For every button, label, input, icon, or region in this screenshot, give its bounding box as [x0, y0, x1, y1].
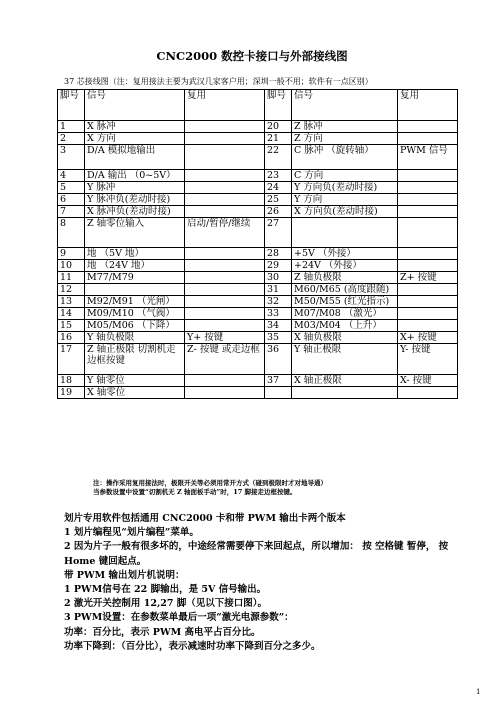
pin-number-2: 28 [265, 248, 292, 260]
table-row [58, 182, 458, 194]
table-footnote [93, 479, 327, 497]
reuse-cell [185, 133, 265, 145]
signal-cell: D/A 模拟地输出 [85, 145, 185, 170]
body-line: 带 PWM 输出划片机说明： [64, 569, 185, 581]
pin-number-2: 26 [265, 206, 292, 218]
signal-cell-2: M60/M65 (高度跟随) [292, 284, 398, 296]
pin-number: 10 [58, 260, 85, 272]
reuse-cell-2: X+ 按键 [398, 332, 458, 344]
reuse-cell [185, 121, 265, 133]
reuse-cell: 启动/暂停/继续 [185, 218, 265, 248]
pin-number: 3 [58, 145, 85, 170]
signal-cell: 地 （5V 地） [85, 248, 185, 260]
signal-cell-2 [292, 387, 398, 399]
header-pin: 脚号 [58, 90, 85, 121]
reuse-cell-2 [398, 284, 458, 296]
header-reuse: 复用 [185, 90, 265, 121]
pin-number-2: 35 [265, 332, 292, 344]
reuse-cell-2 [398, 387, 458, 399]
reuse-cell [185, 375, 265, 387]
body-line: 功率：百分比，表示 PWM 高电平占百分比。 [64, 626, 261, 638]
reuse-cell-2 [398, 206, 458, 218]
pin-number-2: 20 [265, 121, 292, 133]
signal-cell-2: M07/M08 （激光） [292, 308, 398, 320]
reuse-cell [185, 320, 265, 332]
signal-cell-2: +24V （外接） [292, 260, 398, 272]
reuse-cell [185, 182, 265, 194]
signal-cell: D/A 输出 （0~5V） [85, 170, 185, 182]
signal-cell: X 轴零位 [85, 387, 185, 399]
signal-cell: Z 轴正极限 切割机走边框按键 [85, 344, 185, 375]
signal-cell: M92/M91 （光闸） [85, 296, 185, 308]
pin-number-2 [265, 387, 292, 399]
pin-number-2: 31 [265, 284, 292, 296]
pin-number: 5 [58, 182, 85, 194]
signal-cell-2: Z 轴负极限 [292, 272, 398, 284]
signal-cell-2: Z 方向 [292, 133, 398, 145]
reuse-cell: Z- 按键 或走边框 [185, 344, 265, 375]
reuse-cell: Y+ 按键 [185, 332, 265, 344]
reuse-cell [185, 145, 265, 170]
signal-cell-2: X 方向负(差动时接) [292, 206, 398, 218]
pin-number-2: 24 [265, 182, 292, 194]
reuse-cell [185, 284, 265, 296]
pin-number-2: 22 [265, 145, 292, 170]
pin-number-2: 36 [265, 344, 292, 375]
pin-number: 9 [58, 248, 85, 260]
pin-number-2: 33 [265, 308, 292, 320]
signal-cell-2: Y 方向 [292, 194, 398, 206]
table-caption: 37 芯接线图（注：复用接法主要为武汉几家客户用；深圳一般不用；软件有一点区别） [64, 77, 373, 86]
signal-cell: X 脉冲负(差动时接) [85, 206, 185, 218]
signal-cell: M09/M10 （气阀） [85, 308, 185, 320]
pin-number-2: 32 [265, 296, 292, 308]
reuse-cell [185, 296, 265, 308]
signal-cell: X 脉冲 [85, 121, 185, 133]
pin-table [57, 89, 458, 399]
reuse-cell-2: Z+ 按键 [398, 272, 458, 284]
signal-cell-2: C 方向 [292, 170, 398, 182]
table-row [58, 260, 458, 272]
pin-number: 8 [58, 218, 85, 248]
body-text [64, 512, 456, 654]
table-row [58, 170, 458, 182]
pin-number: 16 [58, 332, 85, 344]
footnote-line: 当参数设置中设置“切割机无 Z 轴面板手动”时，17 脚接走边框按键。 [93, 488, 297, 496]
reuse-cell-2 [398, 218, 458, 248]
pin-number: 11 [58, 272, 85, 284]
reuse-cell-2 [398, 296, 458, 308]
reuse-cell [185, 272, 265, 284]
reuse-cell-2 [398, 121, 458, 133]
pin-number: 4 [58, 170, 85, 182]
signal-cell [85, 284, 185, 296]
pin-number: 2 [58, 133, 85, 145]
table-row [58, 133, 458, 145]
pin-number: 12 [58, 284, 85, 296]
pin-number-2: 21 [265, 133, 292, 145]
reuse-cell [185, 387, 265, 399]
signal-cell: M05/M06 （下降） [85, 320, 185, 332]
signal-cell: Y 轴零位 [85, 375, 185, 387]
pin-number: 15 [58, 320, 85, 332]
reuse-cell-2 [398, 248, 458, 260]
table-row [58, 320, 458, 332]
signal-cell-2: Y 方向负(差动时接) [292, 182, 398, 194]
signal-cell-2: X 轴负极限 [292, 332, 398, 344]
signal-cell-2: C 脉冲 （旋转轴） [292, 145, 398, 170]
pin-number-2: 37 [265, 375, 292, 387]
body-line: 2 因为片子一般有很多坏的，中途经常需要停下来回起点，所以增加： 按 空格键 暂停， 按 Home 键回起点。 [64, 541, 449, 567]
signal-cell-2 [292, 218, 398, 248]
signal-cell-2: Z 脉冲 [292, 121, 398, 133]
reuse-cell [185, 308, 265, 320]
pin-number: 17 [58, 344, 85, 375]
reuse-cell-2 [398, 260, 458, 272]
body-line: 2 激光开关控制用 12,27 脚（见以下接口图）。 [64, 598, 268, 610]
reuse-cell-2 [398, 182, 458, 194]
reuse-cell-2 [398, 170, 458, 182]
signal-cell: Y 脉冲负(差动时接) [85, 194, 185, 206]
table-row [58, 145, 458, 170]
signal-cell: 地 （24V 地） [85, 260, 185, 272]
signal-cell: Z 轴零位输入 [85, 218, 185, 248]
table-row [58, 375, 458, 387]
pin-number: 6 [58, 194, 85, 206]
header-signal-2: 信号 [292, 90, 398, 121]
signal-cell: Y 轴负极限 [85, 332, 185, 344]
pin-number-2: 25 [265, 194, 292, 206]
reuse-cell-2 [398, 320, 458, 332]
table-row [58, 194, 458, 206]
body-line: 1 PWM信号在 22 脚输出，是 5V 信号输出。 [64, 584, 267, 596]
pin-number: 7 [58, 206, 85, 218]
header-signal: 信号 [85, 90, 185, 121]
signal-cell: M77/M79 [85, 272, 185, 284]
reuse-cell [185, 170, 265, 182]
reuse-cell-2 [398, 194, 458, 206]
body-line: 功率下降到：（百分比），表示减速时功率下降到百分之多少。 [64, 640, 321, 652]
header-reuse-2: 复用 [398, 90, 458, 121]
pin-number-2: 29 [265, 260, 292, 272]
header-pin-2: 脚号 [265, 90, 292, 121]
pin-table-body [58, 121, 458, 399]
reuse-cell-2 [398, 133, 458, 145]
table-row [58, 218, 458, 248]
pin-number-2: 30 [265, 272, 292, 284]
signal-cell-2: +5V （外接） [292, 248, 398, 260]
reuse-cell [185, 194, 265, 206]
table-row [58, 272, 458, 284]
reuse-cell-2: Y- 按键 [398, 344, 458, 375]
body-line: 划片专用软件包括通用 CNC2000 卡和带 PWM 输出卡两个版本 [64, 513, 346, 524]
table-row [58, 206, 458, 218]
table-row [58, 332, 458, 344]
signal-cell-2: M50/M55 (红光指示) [292, 296, 398, 308]
table-row [58, 344, 458, 375]
reuse-cell [185, 248, 265, 260]
pin-number-2: 23 [265, 170, 292, 182]
table-row [58, 387, 458, 399]
pin-number-2: 34 [265, 320, 292, 332]
table-row [58, 284, 458, 296]
reuse-cell [185, 260, 265, 272]
reuse-cell-2: X- 按键 [398, 375, 458, 387]
signal-cell: X 方向 [85, 133, 185, 145]
reuse-cell [185, 206, 265, 218]
page-number: 1 [476, 688, 481, 696]
pin-number: 13 [58, 296, 85, 308]
pin-number-2: 27 [265, 218, 292, 248]
signal-cell: Y 脉冲 [85, 182, 185, 194]
table-row [58, 248, 458, 260]
signal-cell-2: Y 轴正极限 [292, 344, 398, 375]
pin-number: 14 [58, 308, 85, 320]
table-row [58, 121, 458, 133]
table-row [58, 296, 458, 308]
body-line: 1 划片编程见“划片编程”菜单。 [64, 527, 199, 539]
body-line: 3 PWM设置：在参数菜单最后一项“激光电源参数”： [64, 612, 294, 624]
pin-number: 1 [58, 121, 85, 133]
footnote-line: 注：操作采用复用接法时，极限开关等必须用常开方式（碰到极限时才对地导通） [93, 479, 327, 487]
signal-cell-2: M03/M04 （上升） [292, 320, 398, 332]
table-row [58, 308, 458, 320]
pin-number: 19 [58, 387, 85, 399]
signal-cell-2: X 轴正极限 [292, 375, 398, 387]
reuse-cell-2: PWM 信号 [398, 145, 458, 170]
page-title: CNC2000 数控卡接口与外部接线图 [156, 49, 348, 63]
reuse-cell-2 [398, 308, 458, 320]
pin-number: 18 [58, 375, 85, 387]
